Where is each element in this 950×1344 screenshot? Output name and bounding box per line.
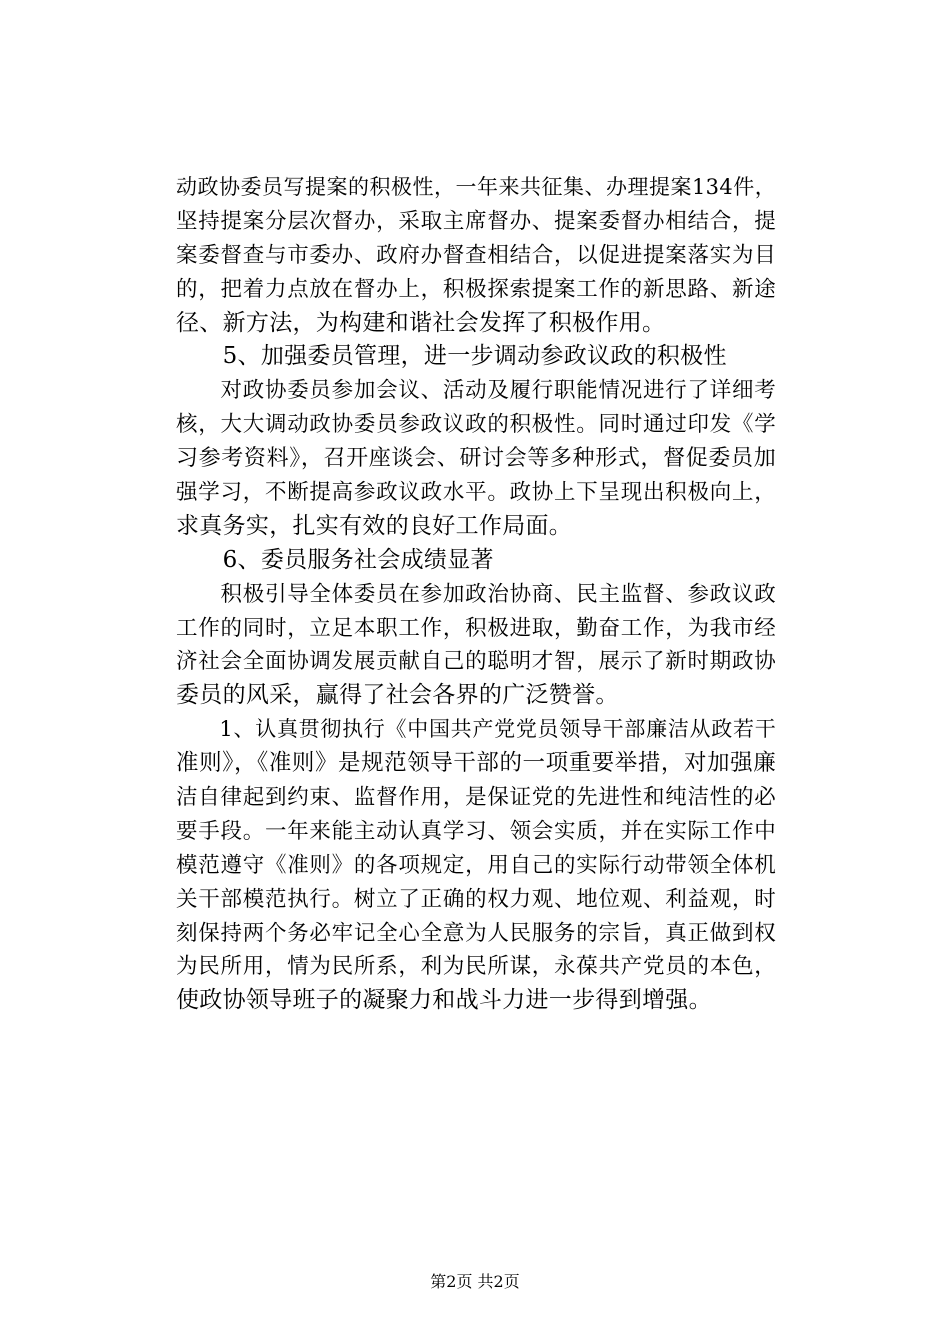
body-text [176,171,776,1018]
text-line: 习参考资料》，召开座谈会、研讨会等多种形式，督促委员加 [176,446,776,472]
text-line: 模范遵守《准则》的各项规定，用自己的实际行动带领全体机 [176,852,776,878]
text-line: 准则》，《准则》是规范领导干部的一项重要举措，对加强廉 [176,750,776,777]
text-line: 5、加强委员管理，进一步调动参政议政的积极性 [176,343,727,370]
text-line: 刻保持两个务必牢记全心全意为人民服务的宗旨，真正做到权 [176,920,776,946]
text-line: 径、新方法，为构建和谐社会发挥了积极作用。 [176,309,666,336]
text-line: 动政协委员写提案的积极性，一年来共征集、办理提案134件， [176,175,776,199]
text-line: 求真务实，扎实有效的良好工作局面。 [176,512,573,539]
text-line: 使政协领导班子的凝聚力和战斗力进一步得到增强。 [176,987,712,1014]
text-line: 济社会全面协调发展贡献自己的聪明才智，展示了新时期政协 [176,649,776,675]
text-line: 委员的风采，赢得了社会各界的广泛赞誉。 [176,682,619,709]
text-line: 积极引导全体委员在参加政治协商、民主监督、参政议政 [176,581,776,607]
text-line: 为民所用，情为民所系，利为民所谋，永葆共产党员的本色， [176,954,776,980]
text-line: 1、认真贯彻执行《中国共产党党员领导干部廉洁从政若干 [176,717,776,742]
text-line: 工作的同时，立足本职工作，积极进取，勤奋工作，为我市经 [176,615,776,641]
text-line: 核，大大调动政协委员参政议政的积极性。同时通过印发《学 [176,412,776,438]
page-footer: 第2页 共2页 [430,1272,520,1291]
text-line: 6、委员服务社会成绩显著 [176,546,494,573]
text-line: 要手段。一年来能主动认真学习、领会实质，并在实际工作中 [176,818,776,844]
text-line: 坚持提案分层次督办，采取主席督办、提案委督办相结合，提 [176,208,776,234]
text-line: 对政协委员参加会议、活动及履行职能情况进行了详细考 [176,378,776,404]
text-line: 洁自律起到约束、监督作用，是保证党的先进性和纯洁性的必 [176,785,776,811]
text-line: 案委督查与市委办、政府办督查相结合，以促进提案落实为目 [176,242,776,268]
text-line: 强学习，不断提高参政议政水平。政协上下呈现出积极向上， [176,480,776,506]
text-line: 的，把着力点放在督办上，积极探索提案工作的新思路、新途 [176,276,776,302]
text-line: 关干部模范执行。树立了正确的权力观、地位观、利益观，时 [176,886,776,912]
